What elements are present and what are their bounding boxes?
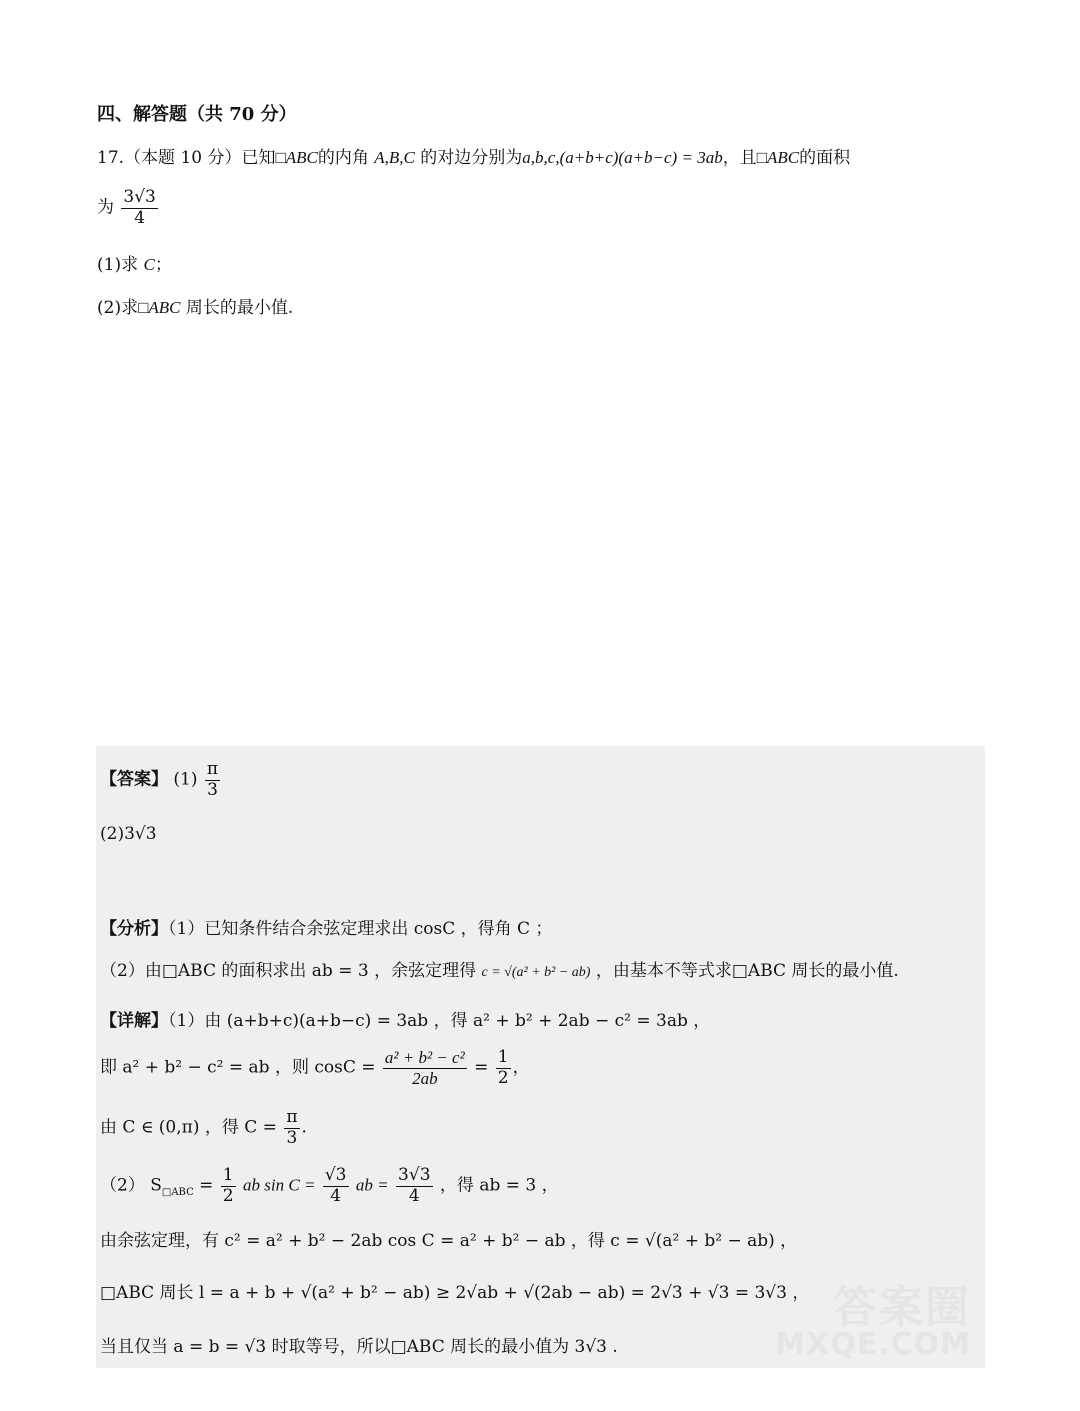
- problem-text-1: 的内角: [317, 148, 369, 168]
- problem-sides: a,b,c,: [522, 148, 560, 167]
- watermark-line-2: MXQE.COM: [775, 1327, 971, 1362]
- analysis-label: 【分析】: [100, 919, 168, 939]
- analysis-formula: c = √(a² + b² − ab): [481, 965, 591, 980]
- site-watermark: [775, 1282, 971, 1362]
- detail-label: 【详解】: [100, 1011, 168, 1031]
- watermark-line-1: 答案圈: [833, 1282, 971, 1333]
- detail-line-4-end: ，得 ab = 3 ，: [439, 1175, 559, 1196]
- analysis-part-2b: ，由基本不等式求□ABC 周长的最小值.: [595, 961, 899, 981]
- answer-line-2: (2)3√3: [100, 824, 157, 844]
- analysis-line-1: [100, 914, 552, 939]
- detail-line-1-text: （1）由 (a+b+c)(a+b−c) = 3ab ，得 a² + b² + 2ab − c² = 3ab ，: [168, 1011, 711, 1031]
- cos-equals: =: [474, 1057, 489, 1078]
- question-1-prefix: (1)求: [97, 255, 139, 275]
- half-numerator-2: 1: [222, 1165, 234, 1185]
- cos-numerator: a² + b² − c²: [384, 1048, 465, 1067]
- area-fraction: [121, 188, 157, 228]
- answer-line-1: [100, 760, 222, 800]
- detail-line-1: [100, 1006, 710, 1031]
- half-denominator: 2: [497, 1067, 509, 1088]
- root3-quarter-fraction: [323, 1166, 349, 1206]
- half-numerator: 1: [497, 1047, 509, 1067]
- problem-line-2: [97, 188, 160, 228]
- answer-1-denominator: 3: [207, 779, 218, 800]
- problem-condition: (a+b+c)(a+b−c) = 3ab: [559, 148, 723, 167]
- problem-text-4: 的面积: [799, 148, 851, 168]
- detail-line-3: [100, 1108, 307, 1148]
- detail-line-4-sin: ab sin C =: [243, 1175, 316, 1195]
- pi-third-numerator: π: [286, 1107, 298, 1127]
- detail-line-4-ab: ab =: [355, 1175, 389, 1195]
- problem-line-1: [97, 143, 850, 168]
- question-1: [97, 250, 172, 275]
- question-2-triangle: □ABC: [138, 298, 181, 317]
- problem-intro: 17.（本题 10 分）已知: [97, 148, 276, 168]
- detail-line-5: 由余弦定理，有 c² = a² + b² − 2ab cos C = a² + b² − ab ，得 c = √(a² + b² − ab) ，: [100, 1231, 798, 1251]
- problem-text-2: 的对边分别为: [420, 148, 523, 168]
- root3-denominator: 4: [330, 1185, 342, 1206]
- detail-line-4: [100, 1166, 559, 1206]
- root3-numerator: √3: [324, 1165, 347, 1185]
- area-denominator: 4: [134, 207, 146, 228]
- half-fraction-2: [221, 1166, 236, 1206]
- question-2: [97, 293, 293, 318]
- detail-line-6: □ABC 周长 l = a + b + √(a² + b² − ab) ≥ 2√ab + √(2ab − ab) = 2√3 + √3 = 3√3 ，: [100, 1283, 810, 1303]
- detail-line-2-text: 即 a² + b² − c² = ab ，则 cosC =: [100, 1057, 376, 1078]
- detail-line-3-text: 由 C ∈ (0,π) ，得 C =: [100, 1117, 277, 1138]
- detail-line-2-end: ，: [512, 1057, 530, 1078]
- answer-1-prefix: (1): [173, 769, 198, 790]
- question-2-prefix: (2)求: [97, 298, 139, 318]
- section-title: 四、解答题（共 70 分）: [97, 104, 297, 125]
- area-subscript: □ABC: [161, 1186, 194, 1198]
- pi-third-fraction: [284, 1108, 299, 1148]
- detail-line-3-end: .: [301, 1117, 307, 1138]
- detail-line-2: [100, 1048, 530, 1088]
- detail-line-4-eq: =: [199, 1175, 214, 1196]
- answer-1-fraction: [205, 760, 220, 800]
- analysis-part-2a: （2）由□ABC 的面积求出 ab = 3 ，余弦定理得: [100, 961, 477, 981]
- area-numerator: 3√3: [123, 187, 156, 207]
- analysis-line-2: [100, 956, 899, 981]
- question-1-end: ；: [154, 255, 172, 275]
- area-value-fraction: [396, 1166, 432, 1206]
- answer-label: 【答案】: [100, 769, 168, 790]
- half-fraction: [496, 1048, 511, 1088]
- detail-line-4-prefix: （2） S: [100, 1175, 162, 1196]
- pi-third-denominator: 3: [286, 1127, 298, 1148]
- analysis-part-1: （1）已知条件结合余弦定理求出 cosC ，得角 C ；: [168, 919, 553, 939]
- problem-triangle: □ABC: [275, 148, 318, 167]
- detail-line-7: 当且仅当 a = b = √3 时取等号，所以□ABC 周长的最小值为 3√3 .: [100, 1337, 618, 1357]
- half-denominator-2: 2: [222, 1185, 234, 1206]
- problem-text-3: ，且: [722, 148, 757, 168]
- problem-angles: A,B,C: [374, 148, 415, 167]
- answer-panel: [96, 746, 985, 1368]
- answer-1-numerator: π: [206, 759, 219, 779]
- question-1-var: C: [143, 255, 155, 274]
- area-value-numerator: 3√3: [398, 1165, 431, 1185]
- problem-line2-prefix: 为: [97, 197, 114, 218]
- area-value-denominator: 4: [408, 1185, 420, 1206]
- problem-triangle-2: □ABC: [756, 148, 800, 167]
- question-2-text: 周长的最小值.: [185, 298, 294, 318]
- cos-denominator: 2ab: [412, 1068, 438, 1088]
- cos-fraction: [383, 1048, 467, 1088]
